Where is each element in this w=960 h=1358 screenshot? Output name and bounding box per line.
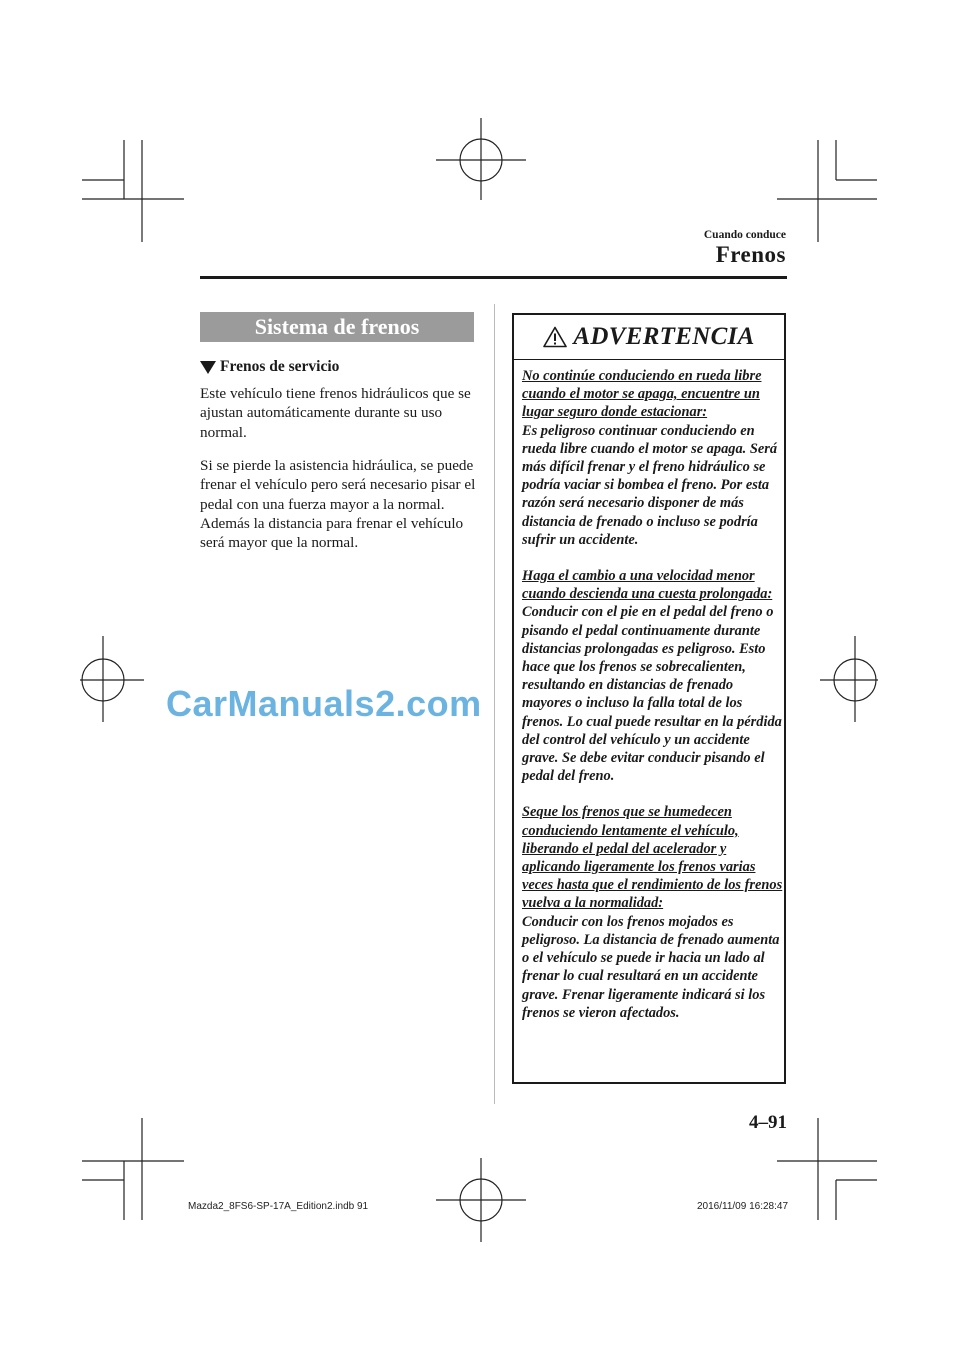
warning-body (522, 367, 784, 1040)
column-divider (494, 304, 495, 1104)
warning-text: Conducir con los frenos mojados es peligroso. La distancia de frenado aumenta o el vehículo se puede ir hacia un lado al frenar lo cual resultará en un accidente grave. Frenar ligeramente indicará si los frenos se vieron afectados. (522, 913, 780, 1021)
watermark-logo: CarManuals2.com (166, 683, 482, 724)
warning-block (522, 367, 784, 549)
warning-block (522, 803, 784, 1021)
page-number: 4–91 (749, 1112, 787, 1133)
warning-block (522, 567, 784, 785)
paragraph-hydraulic-brakes: Este vehículo tiene frenos hidráulicos que se ajustan automáticamente durante su uso normal. (200, 385, 471, 441)
warning-text: Es peligroso continuar conduciendo en rueda libre cuando el motor se apaga. Será más difícil frenar y el freno hidráulico se podría vaciar si bombea el freno. Por esta razón será necesario disponer de más distancia de frenado o incluso se podría sufrir un accidente. (522, 422, 778, 548)
warning-header (514, 315, 784, 360)
warning-triangle-icon (543, 326, 567, 348)
warning-box (512, 313, 786, 1084)
warning-text: Conducir con el pie en el pedal del freno o pisando el pedal continuamente durante distancias prolongadas es peligroso. Esto hace que los frenos se sobrecalienten, resultando en distancias de frenado mayores o incluso la falla total de los frenos. Lo cual puede resultar en la pérdida del control del vehículo y un accidente grave. Se debe evitar conducir pisando el pedal del freno. (522, 604, 782, 785)
section-banner: Sistema de frenos (200, 312, 474, 342)
warning-lead: No continúe conduciendo en rueda libre cuando el motor se apaga, encuentre un lugar seguro donde estacionar: (522, 368, 762, 421)
subheading-text: Frenos de servicio (220, 358, 340, 375)
section-label: Cuando conduce (703, 229, 786, 241)
footer-date-info: 2016/11/09 16:28:47 (697, 1201, 789, 1212)
subheading (200, 358, 339, 376)
warning-title: ADVERTENCIA (573, 323, 755, 350)
triangle-bullet-icon (200, 361, 216, 374)
warning-lead: Seque los frenos que se humedecen conduciendo lentamente el vehículo, liberando el pedal del acelerador y aplicando ligeramente los frenos varias veces hasta que el rendimiento de los frenos vuelva a la normalidad: (522, 804, 783, 912)
footer-file-info: Mazda2_8FS6-SP-17A_Edition2.indb 91 (188, 1201, 369, 1212)
page-title: Frenos (715, 242, 786, 267)
warning-lead: Haga el cambio a una velocidad menor cuando descienda una cuesta prolongada: (522, 568, 773, 603)
header-rule (200, 276, 787, 279)
paragraph-assist-loss: Si se pierde la asistencia hidráulica, se puede frenar el vehículo pero será necesario pisar el pedal con una fuerza mayor a la normal. Además la distancia para frenar el vehículo será mayor que la normal. (200, 457, 476, 552)
